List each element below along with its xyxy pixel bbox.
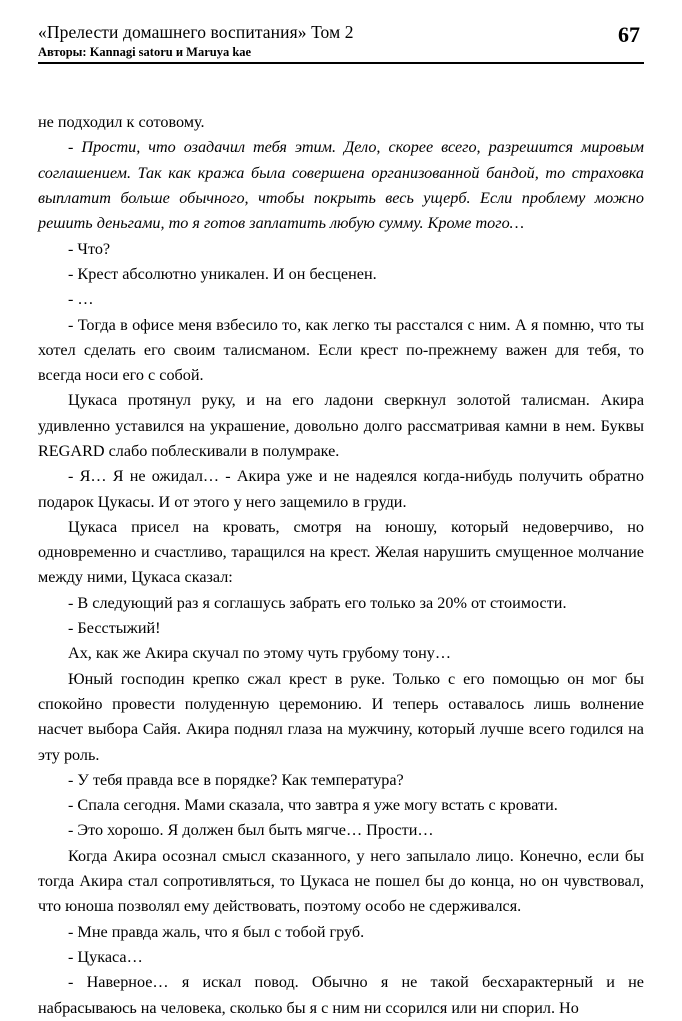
paragraph: Юный господин крепко сжал крест в руке. Только с его помощью он мог бы спокойно провести полуденную церемонию. И теперь оставалось лишь волнение насчет выбора Сайя. Акира поднял глаза на мужчину, который лучше всего годился на эту роль. xyxy=(38,669,644,764)
paragraph: Цукаса протянул руку, и на его ладони сверкнул золотой талисман. Акира удивленно уставился на украшение, довольно долго рассматривая камни в нем. Буквы REGARD слабо поблескивали в полумраке. xyxy=(38,391,644,460)
paragraph: - Бесстыжий! xyxy=(68,619,161,638)
book-authors: Авторы: Kannagi satoru и Maruya kae xyxy=(38,45,252,60)
paragraph: - У тебя правда все в порядке? Как температура? xyxy=(68,770,404,789)
page-number: 67 xyxy=(618,22,640,47)
paragraph: - Мне правда жаль, что я был с тобой груб. xyxy=(68,922,365,941)
body-text xyxy=(38,110,644,1021)
paragraph: - … xyxy=(68,290,94,309)
paragraph: Цукаса присел на кровать, смотря на юношу, который недоверчиво, но одновременно и счастливо, таращился на крест. Желая нарушить смущенное молчание между ними, Цукаса сказал: xyxy=(38,517,644,587)
header-left-block xyxy=(38,22,354,60)
paragraph: - Наверное… я искал повод. Обычно я не такой бесхарактерный и не набрасываюсь на человека, сколько бы я с ним ни ссорился или ни спорил. Но xyxy=(38,973,644,1017)
book-title: «Прелести домашнего воспитания» Том 2 xyxy=(38,22,354,42)
paragraph: - Я… Я не ожидал… - Акира уже и не надеялся когда-нибудь получить обратно подарок Цукасы. И от этого у него защемило в груди. xyxy=(38,467,644,511)
paragraph: - Крест абсолютно уникален. И он бесценен. xyxy=(68,264,377,283)
paragraph: Ах, как же Акира скучал по этому чуть грубому тону… xyxy=(68,644,452,663)
page-header xyxy=(38,22,644,60)
paragraph: - Прости, что озадачил тебя этим. Дело, скорее всего, разрешится мировым соглашением. Так как кража была совершена организованной бандой, то страховка выплатит больше обычного, чтобы покрыть весь ущерб. Если проблему можно решить деньгами, то я готов заплатить любую сумму. Кроме того… xyxy=(38,138,644,233)
paragraph: - Цукаса… xyxy=(68,947,143,966)
paragraph: - Тогда в офисе меня взбесило то, как легко ты расстался с ним. А я помню, что ты хотел сделать его своим талисманом. Если крест по-прежнему важен для тебя, то всегда носи его с собой. xyxy=(38,315,644,385)
paragraph: - Это хорошо. Я должен был быть мягче… Прости… xyxy=(68,821,434,840)
paragraph: - В следующий раз я соглашусь забрать его только за 20% от стоимости. xyxy=(68,593,567,612)
paragraph: - Что? xyxy=(68,239,111,258)
paragraph: - Спала сегодня. Мами сказала, что завтра я уже могу встать с кровати. xyxy=(68,796,558,815)
paragraph: не подходил к сотовому. xyxy=(38,113,205,132)
header-divider xyxy=(38,62,644,64)
paragraph: Когда Акира осознал смысл сказанного, у него запылало лицо. Конечно, если бы тогда Акира стал сопротивляться, то Цукаса не пошел бы до конца, но он чувствовал, что юноша позволял ему действовать, поэтому особо не сдерживался. xyxy=(38,846,644,916)
